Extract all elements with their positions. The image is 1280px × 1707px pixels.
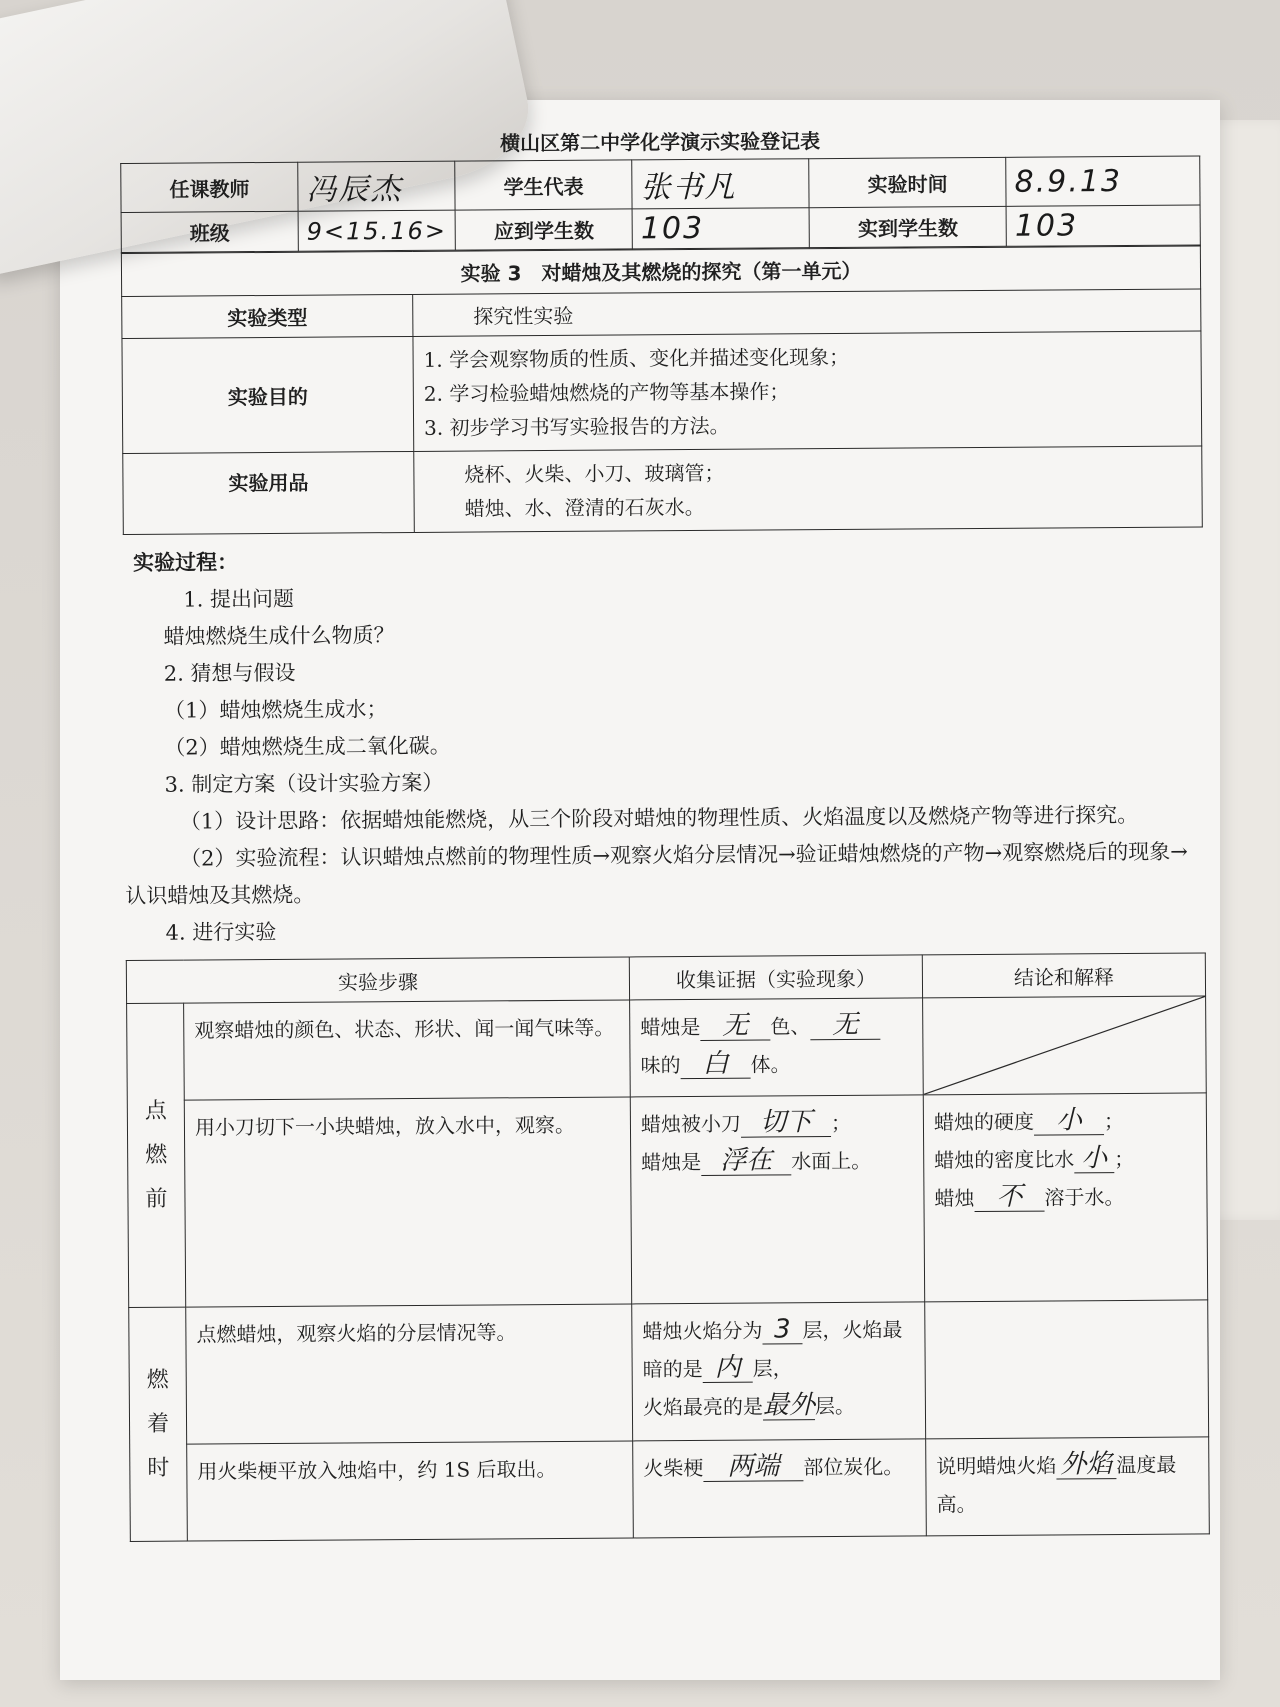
header-conclusion: 结论和解释 [922, 953, 1205, 998]
actual-value: 103 [1006, 205, 1200, 246]
expected-label: 应到学生数 [455, 209, 632, 250]
diagonal-line [923, 996, 1206, 1094]
class-label: 班级 [121, 211, 298, 252]
rep-value: 张书凡 [632, 159, 809, 209]
row4-conclusion: 说明蜡烛火焰 外焰 温度最高。 [926, 1437, 1210, 1536]
class-value: 9<15.16> [298, 210, 455, 251]
row3-conclusion-empty [925, 1300, 1209, 1439]
row4-evidence: 火柴梗 两端 部位炭化。 [633, 1439, 927, 1538]
registration-form [120, 122, 1210, 1542]
purpose-item: 2. 学习检验蜡烛燃烧的产物等基本操作； [423, 379, 790, 406]
row3-evidence: 蜡烛火焰分为 3 层，火焰最暗的是 内 层， 火焰最亮的是最外层。 [632, 1302, 926, 1441]
purpose-label: 实验目的 [122, 336, 414, 453]
form-title: 横山区第二中学化学演示实验登记表 [500, 129, 821, 156]
row1-step: 观察蜡烛的颜色、状态、形状、闻一闻气味等。 [184, 1000, 631, 1100]
row2-step: 用小刀切下一小块蜡烛，放入水中，观察。 [184, 1097, 631, 1307]
experiment-title: 实验 3 对蜡烛及其燃烧的探究（第一单元） [121, 246, 1200, 297]
process-heading: 实验过程： [132, 550, 239, 575]
header-steps: 实验步骤 [126, 957, 629, 1004]
design-idea: （1）设计思路：依据蜡烛能燃烧，从三个阶段对蜡烛的物理性质、火焰温度以及燃烧产物等进行探究。 [179, 802, 1139, 834]
design-flow: （2）实验流程：认识蜡烛点燃前的物理性质→观察火焰分层情况→验证蜡烛燃烧的产物→观察燃烧后的现象→认识蜡烛及其燃烧。 [125, 839, 1188, 908]
step-2: 2. 猜想与假设 [163, 660, 296, 686]
teacher-label: 任课教师 [121, 162, 298, 212]
type-label: 实验类型 [122, 294, 413, 338]
header-evidence: 收集证据（实验现象） [629, 955, 922, 1000]
row1-evidence: 蜡烛是 无 色、 无 味的 白 体。 [630, 998, 924, 1097]
info-table [120, 155, 1201, 253]
actual-label: 实到学生数 [809, 206, 1006, 247]
expected-value: 103 [632, 208, 809, 249]
rep-label: 学生代表 [455, 160, 632, 210]
row4-step: 用火柴梗平放入烛焰中，约 1S 后取出。 [187, 1441, 634, 1541]
experiment-table [126, 952, 1210, 1542]
row2-conclusion: 蜡烛的硬度 小 ； 蜡烛的密度比水 小 ； 蜡烛 不 溶于水。 [923, 1093, 1207, 1302]
teacher-value: 冯辰杰 [298, 161, 456, 211]
question: 蜡烛燃烧生成什么物质？ [163, 623, 395, 649]
supplies-label: 实验用品 [123, 451, 415, 534]
purpose-item: 3. 初步学习书写实验报告的方法。 [424, 413, 730, 440]
time-value: 8.9.13 [1006, 156, 1200, 206]
purpose-list [413, 331, 1202, 451]
step-1: 1. 提出问题 [183, 586, 295, 612]
hypothesis-1: （1）蜡烛燃烧生成水； [163, 697, 388, 723]
step-3: 3. 制定方案（设计实验方案） [164, 770, 444, 797]
row1-conclusion-empty [923, 996, 1207, 1095]
time-label: 实验时间 [809, 157, 1006, 207]
hypothesis-2: （2）蜡烛燃烧生成二氧化碳。 [164, 733, 451, 760]
step-4: 4. 进行实验 [165, 919, 277, 945]
row3-step: 点燃蜡烛，观察火焰的分层情况等。 [186, 1304, 633, 1444]
supplies-item: 烧杯、火柴、小刀、玻璃管； [464, 460, 725, 487]
meta-table [121, 245, 1203, 535]
process-section [123, 537, 1206, 952]
phase-before-lighting: 点 燃 前 [127, 1003, 186, 1307]
type-value: 探究性实验 [413, 289, 1201, 337]
supplies-item: 蜡烛、水、澄清的石灰水。 [464, 494, 705, 521]
phase-while-burning: 燃 着 时 [129, 1307, 188, 1541]
purpose-item: 1. 学会观察物质的性质、变化并描述变化现象； [423, 344, 850, 372]
row2-evidence: 蜡烛被小刀 切下 ； 蜡烛是 浮在 水面上。 [630, 1095, 924, 1304]
supplies-list [414, 446, 1203, 532]
